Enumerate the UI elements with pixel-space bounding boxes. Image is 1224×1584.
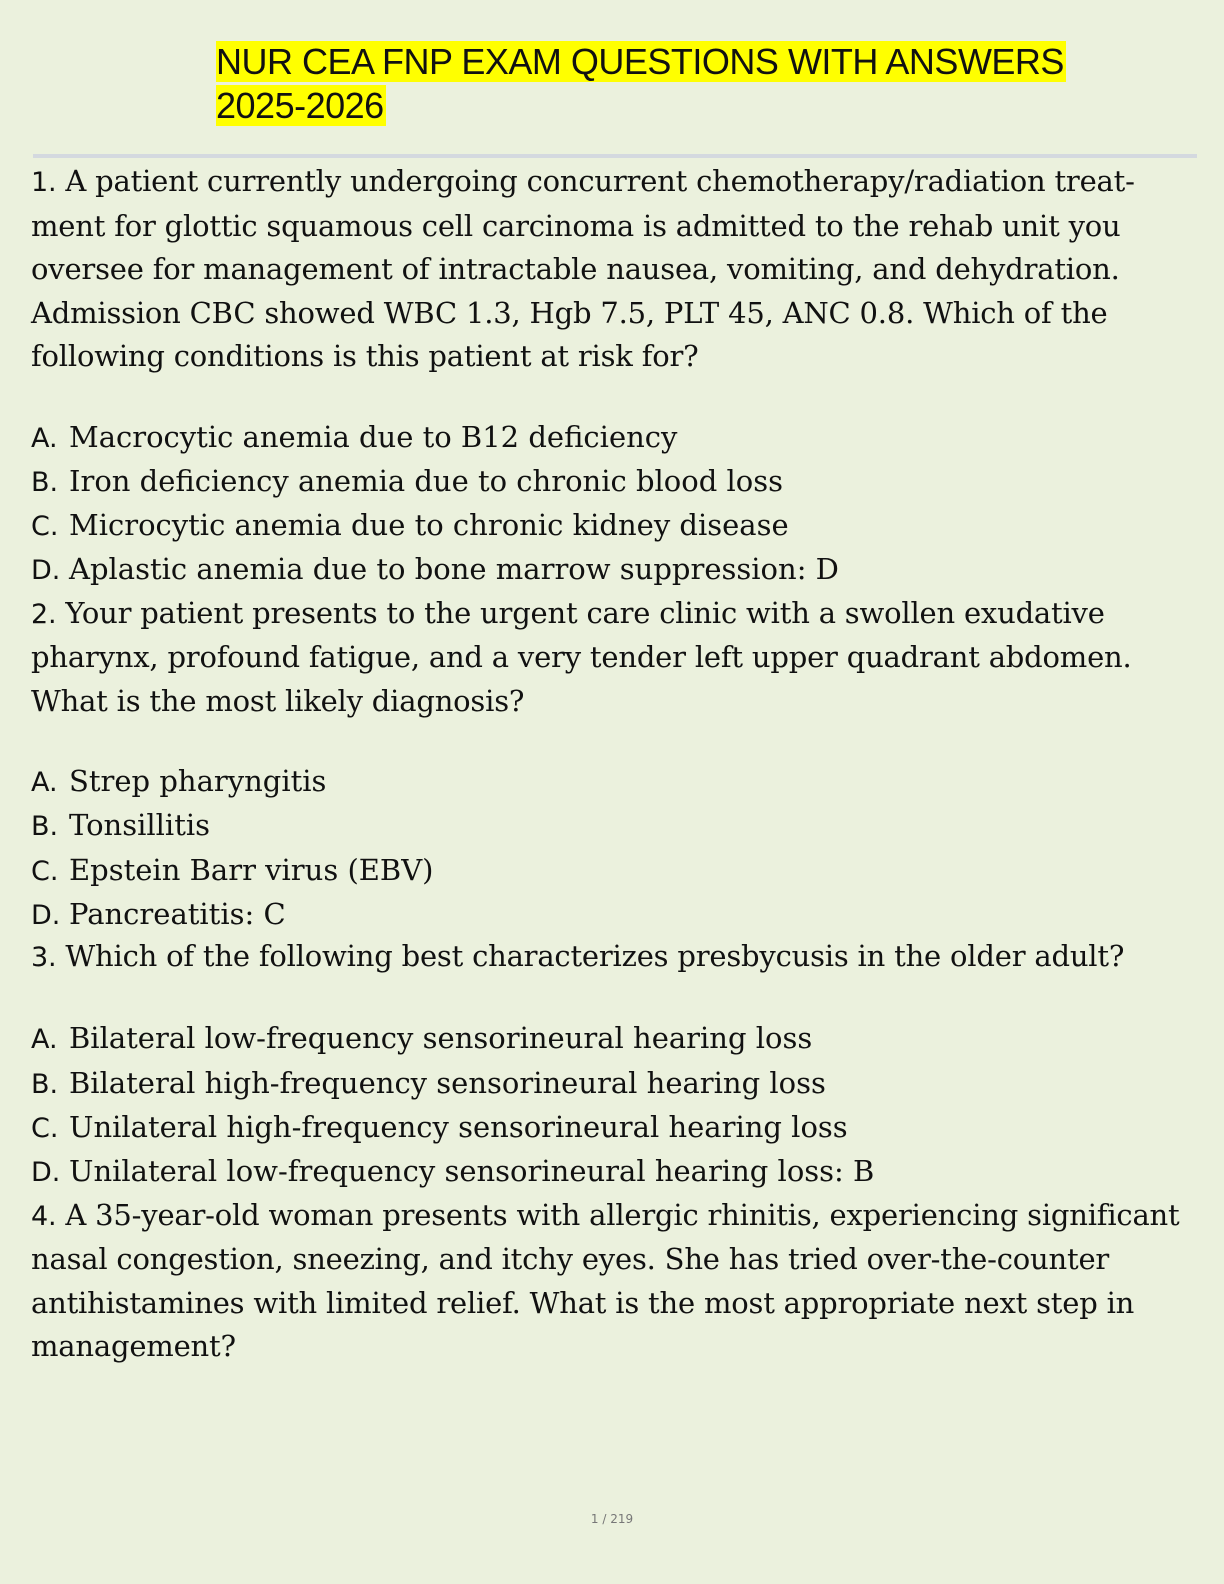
title-line-2: 2025-2026 xyxy=(216,85,384,126)
question-number: 4. xyxy=(31,1200,57,1232)
question-text: Which of the following best characterizes presbycusis in the older adult? xyxy=(65,939,1125,974)
option-letter: B. xyxy=(31,811,59,843)
question-4 xyxy=(31,1194,1206,1369)
option-letter: C. xyxy=(31,855,59,887)
option-letter: D. xyxy=(31,1157,61,1189)
title-divider xyxy=(33,154,1197,158)
option-letter: A. xyxy=(31,767,58,799)
option-c xyxy=(31,1105,1206,1149)
option-c xyxy=(31,503,1206,547)
option-text: Aplastic anemia due to bone marrow suppression: D xyxy=(69,552,839,587)
option-d xyxy=(31,547,1206,591)
option-text: Pancreatitis: C xyxy=(69,897,286,932)
option-letter: B. xyxy=(31,466,59,498)
question-3-options xyxy=(31,1016,1206,1193)
option-c xyxy=(31,848,1206,892)
option-text: Iron deficiency anemia due to chronic blood loss xyxy=(69,463,783,498)
option-d xyxy=(31,1149,1206,1193)
option-text: Unilateral high-frequency sensorineural hearing loss xyxy=(69,1109,848,1144)
option-text: Bilateral low-frequency sensorineural hearing loss xyxy=(69,1021,813,1056)
question-number: 2. xyxy=(31,598,57,630)
option-a xyxy=(31,415,1206,459)
question-2 xyxy=(31,592,1206,724)
option-letter: C. xyxy=(31,1112,59,1144)
option-text: Microcytic anemia due to chronic kidney disease xyxy=(69,508,789,543)
option-a xyxy=(31,759,1206,803)
option-text: Bilateral high-frequency sensorineural hearing loss xyxy=(69,1065,826,1100)
option-text: Strep pharyngitis xyxy=(69,764,327,799)
spacer xyxy=(31,974,1206,1016)
option-letter: A. xyxy=(31,1024,58,1056)
option-text: Tonsillitis xyxy=(69,808,211,843)
spacer xyxy=(31,379,1206,415)
option-text: Macrocytic anemia due to B12 deficiency xyxy=(69,419,678,454)
option-b xyxy=(31,459,1206,503)
option-letter: D. xyxy=(31,900,61,932)
question-number: 3. xyxy=(31,942,57,974)
question-1 xyxy=(31,160,1206,379)
option-letter: B. xyxy=(31,1068,59,1100)
question-1-options xyxy=(31,415,1206,592)
option-d xyxy=(31,892,1206,936)
option-b xyxy=(31,1061,1206,1105)
option-letter: D. xyxy=(31,555,61,587)
page-indicator: 1 / 219 xyxy=(590,1512,634,1526)
question-text: A 35-year-old woman presents with allergic rhinitis, experiencing significant nasal congestion, sneezing, and itchy eyes. She has tried over-the-counter antihistamines with limited relief. What is the most appropriate next step in management? xyxy=(31,1197,1180,1364)
title-line-1: NUR CEA FNP EXAM QUESTIONS WITH ANSWERS xyxy=(216,41,1064,82)
question-2-options xyxy=(31,759,1206,936)
document-body xyxy=(31,160,1206,1369)
spacer xyxy=(31,723,1206,759)
question-number: 1. xyxy=(31,167,57,198)
option-text: Epstein Barr virus (EBV) xyxy=(69,852,434,887)
option-letter: A. xyxy=(31,422,58,454)
question-3 xyxy=(31,940,1206,974)
question-text: A patient currently undergoing concurrent chemotherapy/radiation treat- ment for glottic squamous cell carcinoma is admitted to the rehab unit you oversee for management of intractable nausea, vomiting, and dehydration. Admission CBC showed WBC 1.3, Hgb 7.5, PLT 45, ANC 0.8. Which of the following conditions is this patient at risk for? xyxy=(31,164,1135,373)
option-a xyxy=(31,1016,1206,1060)
option-b xyxy=(31,803,1206,847)
document-title xyxy=(216,40,1066,128)
option-letter: C. xyxy=(31,511,59,543)
question-text: Your patient presents to the urgent care clinic with a swollen exudative pharynx, profound fatigue, and a very tender left upper quadrant abdomen. What is the most likely diagnosis? xyxy=(31,595,1132,718)
option-text: Unilateral low-frequency sensorineural hearing loss: B xyxy=(69,1154,875,1189)
